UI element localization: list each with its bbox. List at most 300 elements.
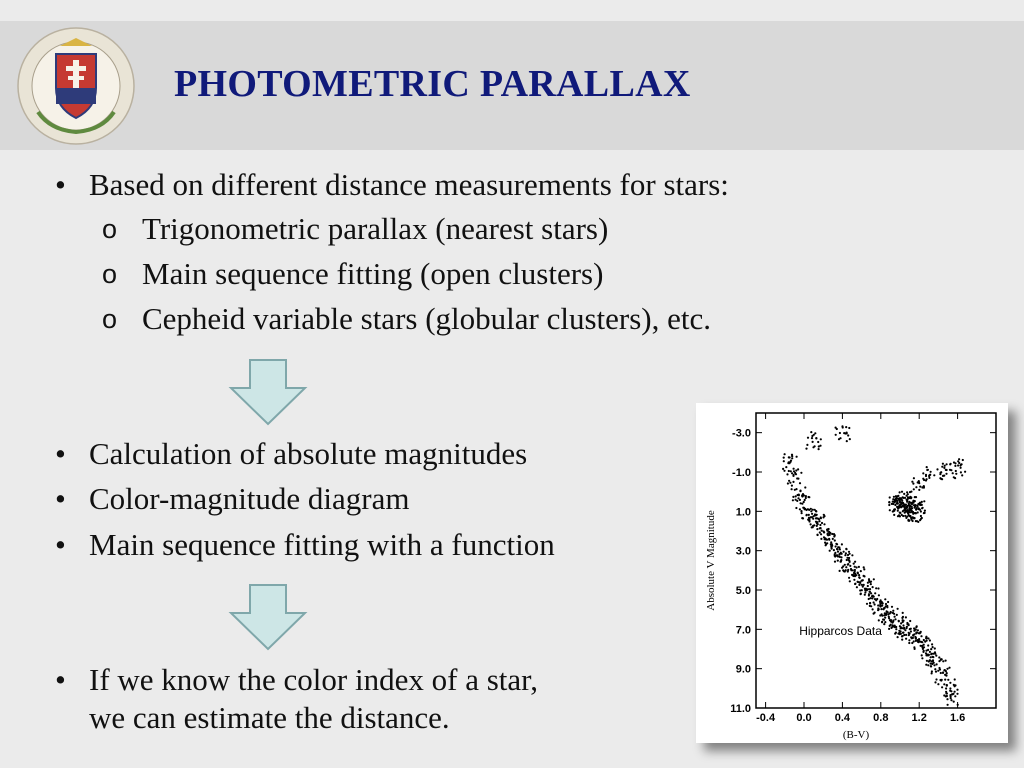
data-point	[871, 597, 873, 599]
bullet-color-index-distance	[55, 662, 538, 698]
data-point	[960, 463, 962, 465]
data-point	[908, 520, 910, 522]
data-point	[909, 620, 911, 622]
data-point	[797, 468, 799, 470]
data-point	[847, 564, 849, 566]
data-point	[843, 432, 845, 434]
data-point	[876, 598, 878, 600]
data-point	[901, 491, 903, 493]
data-point	[902, 502, 904, 504]
data-point	[898, 620, 900, 622]
data-point	[905, 506, 907, 508]
data-point	[909, 496, 911, 498]
y-tick-label: 3.0	[735, 545, 751, 558]
data-point	[949, 687, 951, 689]
data-point	[846, 559, 848, 561]
data-point	[935, 655, 937, 657]
data-point	[949, 682, 951, 684]
data-point	[920, 515, 922, 517]
data-point	[914, 496, 916, 498]
data-point	[877, 607, 879, 609]
data-point	[945, 473, 947, 475]
data-point	[872, 595, 874, 597]
data-point	[802, 517, 804, 519]
data-point	[859, 577, 861, 579]
sub-bullet-text: Cepheid variable stars (globular clusters), etc.	[142, 301, 711, 336]
data-point	[932, 646, 934, 648]
data-point	[870, 592, 872, 594]
data-point	[823, 531, 825, 533]
bullet-continuation	[89, 700, 450, 736]
data-point	[893, 496, 895, 498]
data-point	[922, 472, 924, 474]
data-point	[874, 598, 876, 600]
data-point	[950, 696, 952, 698]
data-point	[842, 426, 844, 428]
data-point	[884, 617, 886, 619]
data-point	[949, 690, 951, 692]
data-point	[793, 468, 795, 470]
x-tick-label: 1.2	[911, 712, 927, 724]
data-point	[790, 470, 792, 472]
data-point	[913, 640, 915, 642]
data-point	[846, 432, 848, 434]
data-point	[836, 428, 838, 430]
data-point	[902, 616, 904, 618]
sub-bullet-marker: o	[102, 259, 118, 289]
data-point	[912, 520, 914, 522]
data-point	[811, 437, 813, 439]
data-point	[794, 489, 796, 491]
data-point	[923, 485, 925, 487]
data-point	[899, 501, 901, 503]
x-tick-label: 0.8	[873, 712, 889, 724]
y-tick-label: 5.0	[735, 585, 751, 597]
data-point	[906, 491, 908, 493]
data-point	[956, 689, 958, 691]
data-point	[799, 482, 801, 484]
data-point	[845, 548, 847, 550]
data-point	[905, 638, 907, 640]
data-point	[807, 496, 809, 498]
data-point	[962, 459, 964, 461]
data-point	[892, 619, 894, 621]
data-point	[906, 515, 908, 517]
y-tick-label: -3.0	[732, 427, 751, 440]
data-point	[861, 589, 863, 591]
data-point	[947, 679, 949, 681]
data-point	[884, 612, 886, 614]
data-point	[888, 501, 890, 503]
data-point	[859, 582, 861, 584]
data-point	[934, 668, 936, 670]
data-point	[946, 684, 948, 686]
data-point	[918, 507, 920, 509]
data-point	[946, 695, 948, 697]
data-point	[894, 616, 896, 618]
data-point	[788, 470, 790, 472]
data-point	[901, 499, 903, 501]
down-arrow-icon	[228, 358, 308, 426]
data-point	[912, 516, 914, 518]
data-point	[792, 499, 794, 501]
data-point	[940, 659, 942, 661]
data-point	[889, 625, 891, 627]
data-point	[933, 474, 935, 476]
data-point	[923, 639, 925, 641]
data-point	[945, 687, 947, 689]
data-point	[915, 512, 917, 514]
data-point	[903, 628, 905, 630]
data-point	[946, 672, 948, 674]
data-point	[880, 608, 882, 610]
data-point	[958, 458, 960, 460]
data-point	[799, 490, 801, 492]
data-point	[964, 471, 966, 473]
data-point	[829, 550, 831, 552]
data-point	[849, 565, 851, 567]
data-point	[866, 603, 868, 605]
data-point	[957, 464, 959, 466]
data-point	[865, 589, 867, 591]
data-point	[903, 493, 905, 495]
data-point	[892, 612, 894, 614]
data-point	[827, 529, 829, 531]
bullet-main-sequence-fitting	[55, 527, 555, 563]
data-point	[796, 477, 798, 479]
data-point	[901, 635, 903, 637]
data-point	[869, 588, 871, 590]
data-point	[863, 568, 865, 570]
data-point	[846, 440, 848, 442]
data-point	[910, 491, 912, 493]
data-point	[947, 704, 949, 706]
data-point	[839, 556, 841, 558]
data-point	[808, 520, 810, 522]
x-tick-label: -0.4	[756, 712, 776, 724]
data-point	[924, 512, 926, 514]
data-point	[800, 510, 802, 512]
data-point	[837, 551, 839, 553]
data-point	[815, 510, 817, 512]
data-point	[897, 507, 899, 509]
data-point	[955, 470, 957, 472]
data-point	[834, 552, 836, 554]
data-point	[954, 691, 956, 693]
data-point	[944, 679, 946, 681]
data-point	[921, 501, 923, 503]
data-point	[795, 473, 797, 475]
data-point	[895, 628, 897, 630]
data-point	[955, 473, 957, 475]
data-point	[922, 648, 924, 650]
data-point	[961, 474, 963, 476]
data-point	[944, 465, 946, 467]
data-point	[818, 518, 820, 520]
data-point	[834, 539, 836, 541]
data-point	[942, 660, 944, 662]
data-point	[908, 642, 910, 644]
data-point	[848, 551, 850, 553]
data-point	[915, 520, 917, 522]
data-point	[805, 514, 807, 516]
data-point	[925, 652, 927, 654]
data-point	[946, 463, 948, 465]
data-point	[812, 446, 814, 448]
data-point	[954, 678, 956, 680]
data-point	[872, 608, 874, 610]
data-point	[925, 650, 927, 652]
data-point	[788, 480, 790, 482]
data-point	[909, 515, 911, 517]
data-point	[917, 521, 919, 523]
data-point	[909, 506, 911, 508]
data-point	[942, 672, 944, 674]
data-point	[946, 698, 948, 700]
data-point	[840, 560, 842, 562]
sub-bullet-text: Main sequence fitting (open clusters)	[142, 256, 604, 291]
data-point	[820, 527, 822, 529]
data-point	[922, 507, 924, 509]
data-point	[812, 441, 814, 443]
data-point	[902, 612, 904, 614]
data-point	[930, 471, 932, 473]
data-point	[873, 613, 875, 615]
data-point	[920, 635, 922, 637]
data-point	[839, 553, 841, 555]
data-point	[818, 520, 820, 522]
university-seal-logo	[16, 26, 136, 146]
data-point	[860, 570, 862, 572]
data-point	[869, 581, 871, 583]
sub-bullet-text: Trigonometric parallax (nearest stars)	[142, 211, 609, 246]
data-point	[934, 647, 936, 649]
data-point	[868, 593, 870, 595]
data-point	[800, 472, 802, 474]
data-point	[917, 511, 919, 513]
data-point	[815, 437, 817, 439]
data-point	[831, 533, 833, 535]
y-tick-label: 7.0	[735, 624, 751, 637]
data-point	[896, 614, 898, 616]
data-point	[921, 504, 923, 506]
data-point	[878, 594, 880, 596]
data-point	[930, 648, 932, 650]
data-point	[897, 633, 899, 635]
data-point	[867, 585, 869, 587]
data-point	[934, 651, 936, 653]
down-arrow-icon	[228, 583, 308, 651]
data-point	[902, 497, 904, 499]
data-point	[845, 566, 847, 568]
data-point	[943, 694, 945, 696]
data-point	[805, 497, 807, 499]
data-point	[917, 629, 919, 631]
data-point	[915, 486, 917, 488]
data-point	[789, 482, 791, 484]
data-point	[886, 610, 888, 612]
data-point	[884, 598, 886, 600]
data-point	[798, 494, 800, 496]
data-point	[849, 553, 851, 555]
data-point	[921, 654, 923, 656]
data-point	[879, 603, 881, 605]
y-tick-label: 1.0	[735, 506, 751, 519]
x-tick-label: 0.0	[796, 712, 812, 724]
data-point	[863, 575, 865, 577]
data-point	[937, 670, 939, 672]
data-point	[827, 533, 829, 535]
data-point	[919, 486, 921, 488]
data-point	[868, 578, 870, 580]
data-point	[820, 516, 822, 518]
data-point	[878, 619, 880, 621]
data-point	[839, 437, 841, 439]
data-point	[807, 437, 809, 439]
data-point	[812, 526, 814, 528]
data-point	[791, 472, 793, 474]
data-point	[945, 674, 947, 676]
data-point	[851, 554, 853, 556]
data-point	[857, 581, 859, 583]
data-point	[915, 629, 917, 631]
data-point	[938, 667, 940, 669]
data-point	[856, 566, 858, 568]
data-point	[888, 628, 890, 630]
y-axis-label: Absolute V Magnitude	[705, 510, 717, 611]
data-point	[928, 477, 930, 479]
hr-diagram-figure	[696, 403, 1008, 743]
data-point	[795, 495, 797, 497]
data-point	[882, 618, 884, 620]
data-point	[847, 434, 849, 436]
data-point	[874, 603, 876, 605]
data-point	[945, 692, 947, 694]
data-point	[927, 644, 929, 646]
data-point	[835, 543, 837, 545]
data-point	[931, 653, 933, 655]
data-point	[893, 514, 895, 516]
data-point	[805, 448, 807, 450]
data-point	[804, 486, 806, 488]
data-point	[931, 672, 933, 674]
data-point	[832, 538, 834, 540]
data-point	[854, 583, 856, 585]
data-point	[823, 514, 825, 516]
data-point	[953, 461, 955, 463]
data-point	[949, 463, 951, 465]
data-point	[931, 643, 933, 645]
data-point	[943, 475, 945, 477]
data-point	[946, 668, 948, 670]
x-axis-label: (B-V)	[842, 729, 870, 741]
bullet-text: Main sequence fitting with a function	[89, 527, 555, 562]
data-point	[888, 617, 890, 619]
data-point	[825, 544, 827, 546]
data-point	[911, 481, 913, 483]
data-point	[900, 506, 902, 508]
data-point	[901, 639, 903, 641]
data-point	[783, 457, 785, 459]
data-point	[836, 548, 838, 550]
data-point	[954, 695, 956, 697]
data-point	[872, 586, 874, 588]
data-point	[929, 474, 931, 476]
data-point	[795, 507, 797, 509]
data-point	[887, 613, 889, 615]
data-point	[821, 530, 823, 532]
data-point	[908, 634, 910, 636]
data-point	[813, 524, 815, 526]
data-point	[820, 438, 822, 440]
data-point	[960, 471, 962, 473]
data-point	[935, 678, 937, 680]
data-point	[926, 466, 928, 468]
x-tick-label: 0.4	[834, 712, 851, 724]
data-point	[904, 510, 906, 512]
data-point	[823, 523, 825, 525]
data-point	[804, 499, 806, 501]
data-point	[884, 621, 886, 623]
data-point	[816, 534, 818, 536]
data-point	[923, 650, 925, 652]
data-point	[879, 601, 881, 603]
data-point	[858, 574, 860, 576]
data-point	[892, 510, 894, 512]
data-point	[934, 681, 936, 683]
data-point	[927, 664, 929, 666]
data-point	[899, 503, 901, 505]
data-point	[834, 555, 836, 557]
data-point	[940, 679, 942, 681]
data-point	[891, 626, 893, 628]
data-point	[888, 504, 890, 506]
data-point	[911, 501, 913, 503]
data-point	[927, 637, 929, 639]
bullet-text: Color-magnitude diagram	[89, 481, 410, 516]
data-point	[891, 622, 893, 624]
data-point	[945, 660, 947, 662]
data-point	[910, 509, 912, 511]
data-point	[941, 466, 943, 468]
data-point	[801, 503, 803, 505]
data-point	[918, 638, 920, 640]
data-point	[898, 630, 900, 632]
data-point	[863, 566, 865, 568]
data-point	[835, 434, 837, 436]
data-point	[920, 510, 922, 512]
data-point	[819, 531, 821, 533]
data-point	[899, 498, 901, 500]
data-point	[941, 686, 943, 688]
slide-title: PHOTOMETRIC PARALLAX	[174, 63, 691, 105]
data-point	[881, 605, 883, 607]
bullet-text-line-2: we can estimate the distance.	[89, 700, 450, 735]
data-point	[839, 548, 841, 550]
data-point	[914, 505, 916, 507]
data-point	[937, 683, 939, 685]
data-point	[892, 610, 894, 612]
data-point	[803, 507, 805, 509]
data-point	[867, 582, 869, 584]
data-point	[810, 508, 812, 510]
data-point	[943, 669, 945, 671]
data-point	[808, 517, 810, 519]
data-point	[788, 456, 790, 458]
data-point	[915, 632, 917, 634]
data-point	[942, 463, 944, 465]
data-point	[869, 591, 871, 593]
